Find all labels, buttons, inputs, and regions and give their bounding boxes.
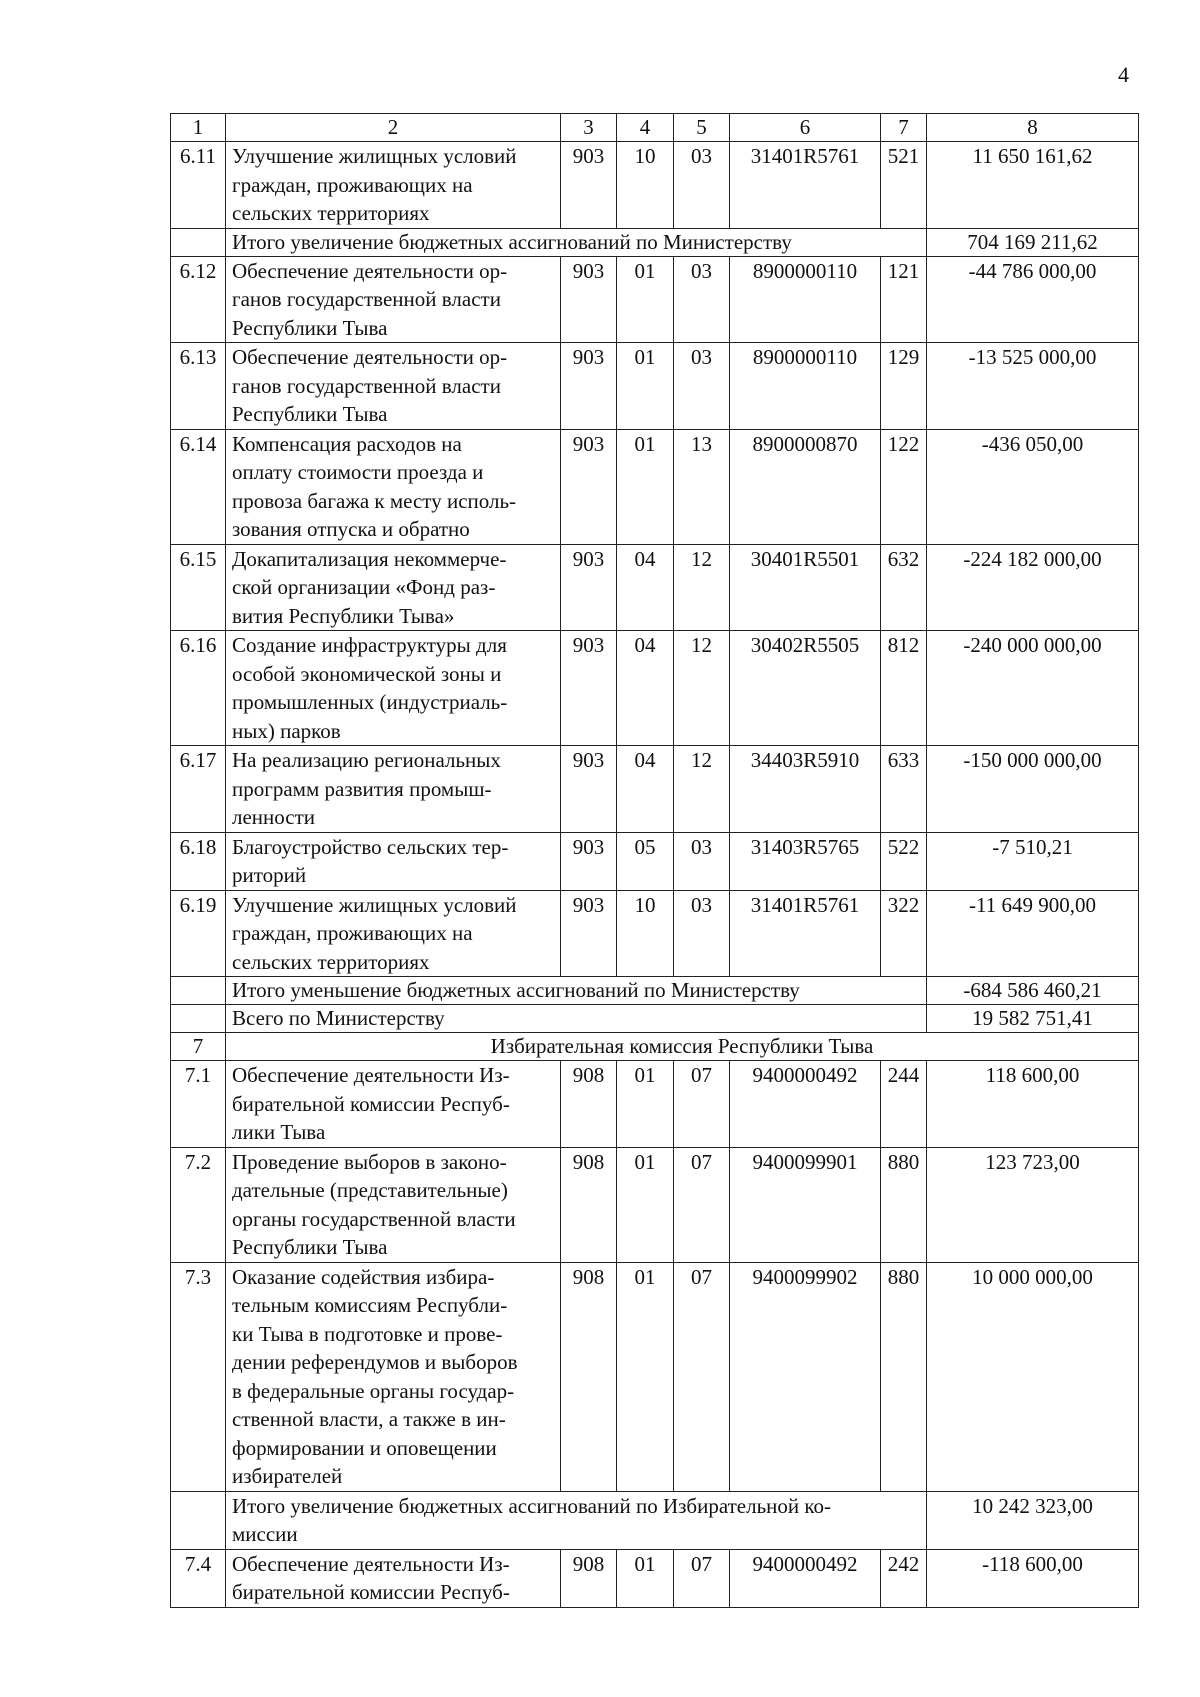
section-code: 05 <box>617 832 674 890</box>
description-line: вития Республики Тыва» <box>232 603 455 628</box>
description-line: Обеспечение деятельности ор- <box>232 258 508 283</box>
empty-cell <box>171 977 226 1005</box>
description-line: избирателей <box>232 1464 343 1488</box>
amount: -224 182 000,00 <box>927 544 1139 631</box>
description-line: Улучшение жилищных условий <box>232 892 517 917</box>
row-description <box>226 1262 561 1491</box>
section-number: 7 <box>171 1033 226 1061</box>
amount: 10 000 000,00 <box>927 1262 1139 1491</box>
description-line: Благоустройство сельских тер- <box>232 834 509 859</box>
section-code: 10 <box>617 142 674 229</box>
target-article-code: 9400099901 <box>730 1147 881 1262</box>
expense-type-code: 121 <box>881 256 927 343</box>
subsection-code: 12 <box>674 544 730 631</box>
description-line: Республики Тыва <box>232 315 388 340</box>
description-line: тельным комиссиям Республи- <box>232 1293 508 1317</box>
target-article-code: 9400099902 <box>730 1262 881 1491</box>
target-article-code: 31403R5765 <box>730 832 881 890</box>
amount: -7 510,21 <box>927 832 1139 890</box>
total-row <box>171 228 1139 256</box>
empty-cell <box>171 228 226 256</box>
row-number: 7.1 <box>171 1061 226 1148</box>
target-article-code: 8900000110 <box>730 343 881 430</box>
ministry-code: 903 <box>561 544 617 631</box>
description-line: Республики Тыва <box>232 1235 388 1259</box>
ministry-code: 903 <box>561 890 617 977</box>
row-description <box>226 544 561 631</box>
description-line: дении референдумов и выборов <box>232 1350 518 1374</box>
row-number: 6.12 <box>171 256 226 343</box>
expense-type-code: 521 <box>881 142 927 229</box>
subsection-code: 07 <box>674 1147 730 1262</box>
ministry-code: 903 <box>561 429 617 544</box>
row-number: 6.15 <box>171 544 226 631</box>
row-description <box>226 631 561 746</box>
total-amount: 10 242 323,00 <box>927 1491 1139 1549</box>
amount: -13 525 000,00 <box>927 343 1139 430</box>
expense-type-code: 242 <box>881 1549 927 1607</box>
section-code: 04 <box>617 631 674 746</box>
description-line: Улучшение жилищных условий <box>232 144 517 168</box>
description-line: Республики Тыва <box>232 402 388 426</box>
section-code: 01 <box>617 256 674 343</box>
section-code: 01 <box>617 1549 674 1607</box>
row-description <box>226 890 561 977</box>
description-line: бирательной комиссии Респуб- <box>232 1580 510 1604</box>
total-amount: 19 582 751,41 <box>927 1005 1139 1033</box>
description-line: Итого увеличение бюджетных ассигнований по Избирательной ко- <box>232 1493 832 1518</box>
description-line: сельских территориях <box>232 949 430 974</box>
description-line: ных) парков <box>232 718 341 743</box>
subsection-code: 13 <box>674 429 730 544</box>
header-cell: 3 <box>561 114 617 142</box>
amount: 11 650 161,62 <box>927 142 1139 229</box>
ministry-code: 903 <box>561 256 617 343</box>
section-code: 01 <box>617 1061 674 1148</box>
description-line: в федеральные органы государ- <box>232 1378 515 1403</box>
row-number: 6.11 <box>171 142 226 229</box>
ministry-code: 903 <box>561 832 617 890</box>
expense-type-code: 880 <box>881 1147 927 1262</box>
total-amount: 704 169 211,62 <box>927 228 1139 256</box>
target-article-code: 34403R5910 <box>730 746 881 833</box>
section-code: 01 <box>617 1262 674 1491</box>
description-line: Обеспечение деятельности Из- <box>232 1063 510 1087</box>
section-code: 10 <box>617 890 674 977</box>
row-number: 7.3 <box>171 1262 226 1491</box>
description-line: Проведение выборов в законо- <box>232 1149 507 1174</box>
expense-type-code: 632 <box>881 544 927 631</box>
total-label: Итого уменьшение бюджетных ассигнований по Министерству <box>226 977 927 1005</box>
row-description <box>226 343 561 430</box>
target-article-code: 31401R5761 <box>730 890 881 977</box>
section-code: 01 <box>617 343 674 430</box>
row-description <box>226 142 561 229</box>
total-amount: -684 586 460,21 <box>927 977 1139 1005</box>
subsection-code: 03 <box>674 343 730 430</box>
subsection-code: 07 <box>674 1061 730 1148</box>
target-article-code: 9400000492 <box>730 1061 881 1148</box>
description-line: сельских территориях <box>232 201 430 225</box>
header-cell: 5 <box>674 114 730 142</box>
table-row <box>171 142 1139 229</box>
empty-cell <box>171 1005 226 1033</box>
table-body <box>171 114 1139 1608</box>
expense-type-code: 129 <box>881 343 927 430</box>
description-line: ственной власти, а также в ин- <box>232 1407 506 1431</box>
header-cell: 1 <box>171 114 226 142</box>
target-article-code: 9400000492 <box>730 1549 881 1607</box>
table-row <box>171 1147 1139 1262</box>
row-number: 6.18 <box>171 832 226 890</box>
description-line: особой экономической зоны и <box>232 661 502 686</box>
subsection-code: 12 <box>674 631 730 746</box>
amount: -240 000 000,00 <box>927 631 1139 746</box>
expense-type-code: 244 <box>881 1061 927 1148</box>
table-row <box>171 544 1139 631</box>
target-article-code: 31401R5761 <box>730 142 881 229</box>
description-line: Докапитализация некоммерче- <box>232 546 507 571</box>
row-number: 6.13 <box>171 343 226 430</box>
total-label: Итого увеличение бюджетных ассигнований по Министерству <box>226 228 927 256</box>
amount: -150 000 000,00 <box>927 746 1139 833</box>
header-cell: 2 <box>226 114 561 142</box>
description-line: миссии <box>232 1522 298 1546</box>
table-row <box>171 746 1139 833</box>
target-article-code: 30402R5505 <box>730 631 881 746</box>
ministry-code: 908 <box>561 1147 617 1262</box>
amount: -436 050,00 <box>927 429 1139 544</box>
row-number: 6.14 <box>171 429 226 544</box>
description-line: Обеспечение деятельности Из- <box>232 1551 510 1576</box>
ministry-code: 903 <box>561 746 617 833</box>
subsection-code: 03 <box>674 142 730 229</box>
ministry-code: 908 <box>561 1262 617 1491</box>
header-cell: 6 <box>730 114 881 142</box>
header-cell: 8 <box>927 114 1139 142</box>
header-cell: 7 <box>881 114 927 142</box>
description-line: Создание инфраструктуры для <box>232 633 507 657</box>
description-line: зования отпуска и обратно <box>232 517 470 541</box>
expense-type-code: 880 <box>881 1262 927 1491</box>
table-row <box>171 1061 1139 1148</box>
target-article-code: 30401R5501 <box>730 544 881 631</box>
row-number: 6.17 <box>171 746 226 833</box>
description-line: граждан, проживающих на <box>232 921 473 945</box>
table-header-row <box>171 114 1139 142</box>
row-number: 7.4 <box>171 1549 226 1607</box>
description-line: ганов государственной власти <box>232 373 501 398</box>
subsection-code: 03 <box>674 832 730 890</box>
subsection-code: 07 <box>674 1549 730 1607</box>
description-line: Компенсация расходов на <box>232 431 462 456</box>
expense-type-code: 633 <box>881 746 927 833</box>
table-row <box>171 256 1139 343</box>
subsection-code: 07 <box>674 1262 730 1491</box>
amount: 118 600,00 <box>927 1061 1139 1148</box>
target-article-code: 8900000110 <box>730 256 881 343</box>
empty-cell <box>171 1491 226 1549</box>
row-number: 6.19 <box>171 890 226 977</box>
budget-table <box>170 113 1139 1608</box>
section-title: Избирательная комиссия Республики Тыва <box>226 1033 1139 1061</box>
section-row <box>171 1033 1139 1061</box>
expense-type-code: 322 <box>881 890 927 977</box>
description-line: На реализацию региональных <box>232 748 501 772</box>
description-line: Обеспечение деятельности ор- <box>232 345 508 369</box>
ministry-code: 903 <box>561 631 617 746</box>
description-line: провоза багажа к месту исполь- <box>232 488 517 513</box>
description-line: программ развития промыш- <box>232 776 492 801</box>
total-row <box>171 977 1139 1005</box>
total-row <box>171 1491 1139 1549</box>
description-line: дательные (представительные) <box>232 1178 508 1202</box>
description-line: ганов государственной власти <box>232 287 501 311</box>
expense-type-code: 122 <box>881 429 927 544</box>
header-cell: 4 <box>617 114 674 142</box>
total-row <box>171 1005 1139 1033</box>
row-description <box>226 1147 561 1262</box>
description-line: ки Тыва в подготовке и прове- <box>232 1321 503 1346</box>
table-row <box>171 890 1139 977</box>
row-description <box>226 429 561 544</box>
target-article-code: 8900000870 <box>730 429 881 544</box>
row-description <box>226 746 561 833</box>
description-line: риторий <box>232 863 307 887</box>
table-row <box>171 832 1139 890</box>
subsection-code: 03 <box>674 890 730 977</box>
description-line: промышленных (индустриаль- <box>232 690 508 714</box>
row-number: 7.2 <box>171 1147 226 1262</box>
section-code: 01 <box>617 1147 674 1262</box>
ministry-code: 903 <box>561 343 617 430</box>
expense-type-code: 522 <box>881 832 927 890</box>
expense-type-code: 812 <box>881 631 927 746</box>
subsection-code: 12 <box>674 746 730 833</box>
amount: -118 600,00 <box>927 1549 1139 1607</box>
subsection-code: 03 <box>674 256 730 343</box>
description-line: бирательной комиссии Респуб- <box>232 1091 510 1116</box>
section-code: 04 <box>617 746 674 833</box>
total-label: Всего по Министерству <box>226 1005 927 1033</box>
description-line: формировании и оповещении <box>232 1435 497 1460</box>
amount: 123 723,00 <box>927 1147 1139 1262</box>
page-number: 4 <box>1118 62 1129 87</box>
table-row <box>171 1549 1139 1607</box>
amount: -11 649 900,00 <box>927 890 1139 977</box>
description-line: лики Тыва <box>232 1120 326 1144</box>
section-code: 01 <box>617 429 674 544</box>
row-description <box>226 832 561 890</box>
row-description <box>226 256 561 343</box>
row-description <box>226 1549 561 1607</box>
ministry-code: 908 <box>561 1549 617 1607</box>
table-row <box>171 343 1139 430</box>
table-row <box>171 631 1139 746</box>
amount: -44 786 000,00 <box>927 256 1139 343</box>
ministry-code: 903 <box>561 142 617 229</box>
description-line: граждан, проживающих на <box>232 172 473 197</box>
table-row <box>171 429 1139 544</box>
description-line: ленности <box>232 805 316 829</box>
description-line: органы государственной власти <box>232 1206 516 1231</box>
row-description <box>226 1061 561 1148</box>
description-line: оплату стоимости проезда и <box>232 460 484 484</box>
description-line: ской организации «Фонд раз- <box>232 575 496 599</box>
description-line: Оказание содействия избира- <box>232 1264 495 1289</box>
table-row <box>171 1262 1139 1491</box>
row-number: 6.16 <box>171 631 226 746</box>
total-label <box>226 1491 927 1549</box>
section-code: 04 <box>617 544 674 631</box>
ministry-code: 908 <box>561 1061 617 1148</box>
